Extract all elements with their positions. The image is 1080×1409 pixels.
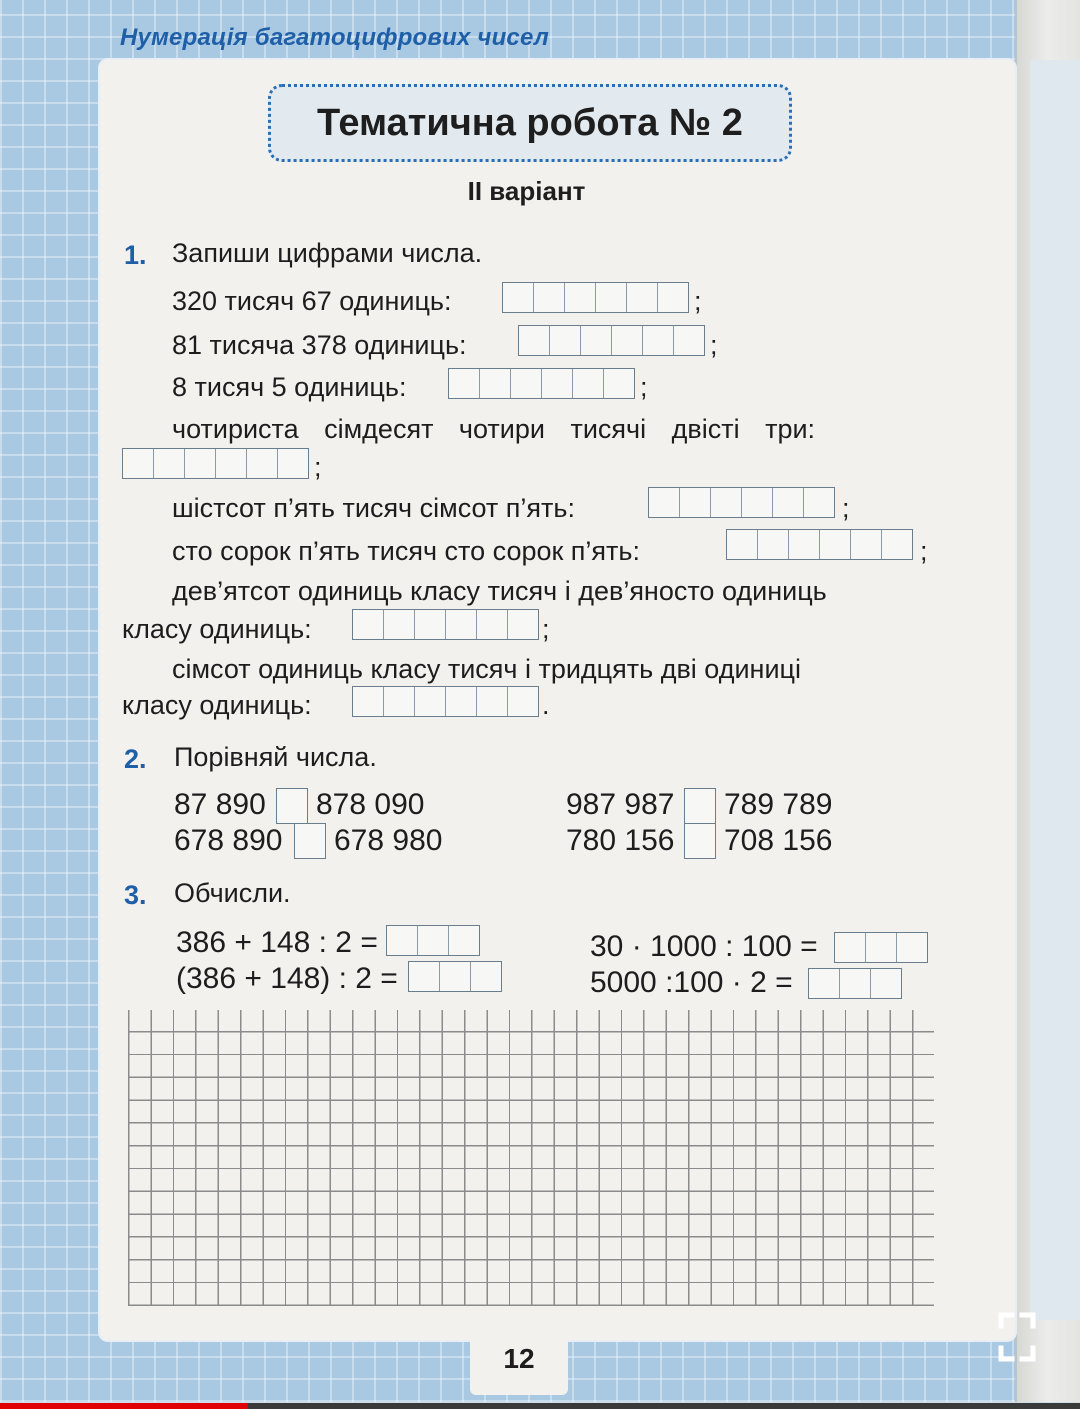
compare-4-right: 708 156 (724, 824, 833, 857)
task1-heading: Запиши цифрами числа. (172, 238, 483, 268)
compare-box-2[interactable] (294, 823, 326, 859)
compare-2-left: 678 890 (174, 824, 283, 857)
expr-2-answer[interactable] (408, 961, 502, 992)
task1-line-8: сімсот одиниць класу тисяч і тридцять дві одиниці (172, 654, 802, 684)
right-page-content (1030, 60, 1080, 1320)
expr-1: 386 + 148 : 2 = (176, 926, 378, 959)
answer-cells-8[interactable] (352, 686, 539, 717)
line-end-4: ; (314, 452, 322, 482)
compare-box-1[interactable] (276, 788, 308, 824)
task1-line-4: чотириста сімдесят чотири тисячі двісті три: (172, 414, 816, 444)
compare-3-right: 789 789 (724, 788, 833, 821)
page-number: 12 (503, 1343, 535, 1374)
variant-label: ІІ варіант (467, 176, 586, 206)
compare-box-3[interactable] (684, 788, 716, 824)
line-end-2: ; (710, 330, 718, 360)
task2-heading: Порівняй числа. (174, 742, 377, 772)
task1-line-7: дев’ятсот одиниць класу тисяч і дев’яносто одиниць (172, 576, 827, 606)
line-end-6: ; (920, 536, 928, 566)
answer-cells-2[interactable] (518, 325, 705, 356)
section-header: Нумерація багатоцифрових чисел (120, 24, 549, 51)
answer-cells-6[interactable] (726, 529, 913, 560)
task1-line-8b: класу одиниць: (122, 690, 312, 720)
answer-cells-3[interactable] (448, 368, 635, 399)
compare-2-right: 678 980 (334, 824, 443, 857)
task1-line-3: 8 тисяч 5 одиниць: (172, 372, 407, 402)
task1-line-7b: класу одиниць: (122, 614, 312, 644)
task1-line-1: 320 тисяч 67 одиниць: (172, 286, 452, 316)
task1-line-5: шістсот п’ять тисяч сімсот п’ять: (172, 493, 575, 523)
compare-4-left: 780 156 (566, 824, 675, 857)
answer-cells-4[interactable] (122, 448, 309, 479)
squared-work-grid (128, 1010, 934, 1306)
task1-line-6: сто сорок п’ять тисяч сто сорок п’ять: (172, 536, 640, 566)
line-end-5: ; (842, 493, 850, 523)
line-end-1: ; (694, 286, 702, 316)
task1-number: 1. (124, 240, 147, 270)
expr-2: (386 + 148) : 2 = (176, 962, 398, 995)
compare-1-left: 87 890 (174, 788, 266, 821)
compare-box-4[interactable] (684, 823, 716, 859)
compare-1-right: 878 090 (316, 788, 425, 821)
task3-heading: Обчисли. (174, 878, 291, 908)
fullscreen-expand-icon[interactable] (998, 1312, 1036, 1362)
title-frame (268, 84, 792, 162)
line-end-7: ; (542, 614, 550, 644)
line-end-3: ; (640, 372, 648, 402)
answer-cells-5[interactable] (648, 487, 835, 518)
line-end-8: . (542, 690, 550, 720)
answer-cells-1[interactable] (502, 282, 689, 313)
video-progress-fill (0, 1403, 248, 1409)
expr-1-answer[interactable] (386, 925, 480, 956)
expr-4: 5000 :100 · 2 = (590, 966, 793, 999)
page-title: Тематична робота № 2 (317, 101, 743, 144)
expr-3: 30 · 1000 : 100 = (590, 930, 818, 963)
task3-number: 3. (124, 880, 147, 910)
answer-cells-7[interactable] (352, 609, 539, 640)
expr-4-answer[interactable] (808, 968, 902, 999)
compare-3-left: 987 987 (566, 788, 675, 821)
expr-3-answer[interactable] (834, 932, 928, 963)
task2-number: 2. (124, 744, 147, 774)
task1-line-2: 81 тисяча 378 одиниць: (172, 330, 467, 360)
